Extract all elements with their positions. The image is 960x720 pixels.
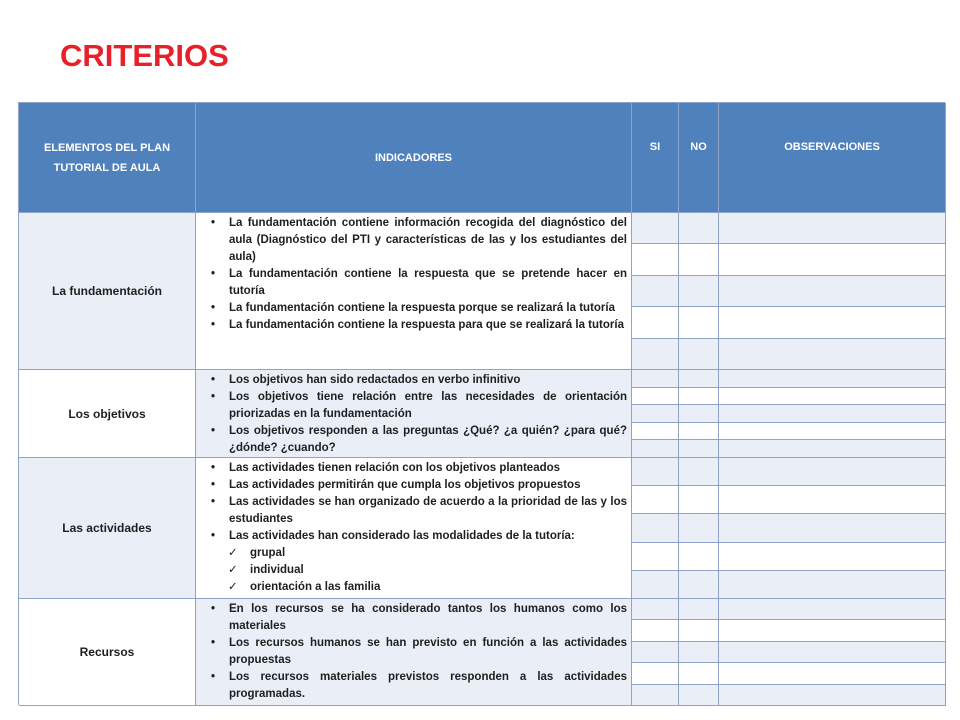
- si-cell[interactable]: [632, 571, 678, 598]
- page-title: CRITERIOS: [60, 38, 229, 73]
- no-cell[interactable]: [679, 213, 718, 244]
- obs-cells-actividades: [719, 458, 946, 599]
- si-cell[interactable]: [632, 213, 678, 244]
- obs-cell[interactable]: [719, 458, 945, 486]
- si-cell[interactable]: [632, 440, 678, 457]
- element-fundamentacion: La fundamentación: [19, 213, 196, 370]
- indicator-item: • Las actividades permitirán que cumpla los objetivos propuestos: [208, 477, 627, 494]
- obs-cell[interactable]: [719, 514, 945, 542]
- si-cell[interactable]: [632, 642, 678, 663]
- no-cell[interactable]: [679, 244, 718, 275]
- header-indicadores: INDICADORES: [196, 103, 632, 213]
- si-cell[interactable]: [632, 339, 678, 369]
- obs-cell[interactable]: [719, 685, 945, 705]
- no-cell[interactable]: [679, 423, 718, 441]
- si-cell[interactable]: [632, 388, 678, 406]
- indicator-item: • La fundamentación contiene la respuesta para que se realizará la tutoría: [208, 317, 627, 334]
- si-cell[interactable]: [632, 244, 678, 275]
- si-cell[interactable]: [632, 423, 678, 441]
- header-no: NO: [679, 103, 719, 213]
- no-cell[interactable]: [679, 620, 718, 641]
- obs-cell[interactable]: [719, 571, 945, 598]
- no-cells-actividades: [679, 458, 719, 599]
- indicator-item: • Los objetivos tiene relación entre las necesidades de orientación priorizadas en la fundamentación: [208, 389, 627, 423]
- obs-cells-objetivos: [719, 370, 946, 458]
- obs-cell[interactable]: [719, 543, 945, 571]
- obs-cell[interactable]: [719, 339, 945, 369]
- obs-cell[interactable]: [719, 405, 945, 423]
- obs-cell[interactable]: [719, 642, 945, 663]
- si-cell[interactable]: [632, 486, 678, 514]
- obs-cell[interactable]: [719, 620, 945, 641]
- header-si: SI: [632, 103, 679, 213]
- indicator-item: • Los recursos materiales previstos responden a las actividades programadas.: [208, 669, 627, 703]
- obs-cell[interactable]: [719, 370, 945, 388]
- si-cell[interactable]: [632, 543, 678, 571]
- obs-cells-recursos: [719, 599, 946, 706]
- element-actividades: Las actividades: [19, 458, 196, 599]
- indicators-objetivos: [196, 370, 632, 458]
- indicator-item: • Los objetivos han sido redactados en verbo infinitivo: [208, 372, 627, 389]
- obs-cell[interactable]: [719, 599, 945, 620]
- header-observaciones: OBSERVACIONES: [719, 103, 946, 213]
- si-cell[interactable]: [632, 307, 678, 338]
- no-cell[interactable]: [679, 663, 718, 684]
- si-cell[interactable]: [632, 458, 678, 486]
- no-cells-recursos: [679, 599, 719, 706]
- indicators-actividades: [196, 458, 632, 599]
- no-cell[interactable]: [679, 514, 718, 542]
- element-objetivos: Los objetivos: [19, 370, 196, 458]
- no-cell[interactable]: [679, 276, 718, 307]
- si-cell[interactable]: [632, 405, 678, 423]
- no-cells-objetivos: [679, 370, 719, 458]
- obs-cell[interactable]: [719, 440, 945, 457]
- obs-cell[interactable]: [719, 486, 945, 514]
- no-cells-fundamentacion: [679, 213, 719, 370]
- no-cell[interactable]: [679, 685, 718, 705]
- si-cell[interactable]: [632, 663, 678, 684]
- si-cell[interactable]: [632, 514, 678, 542]
- obs-cell[interactable]: [719, 663, 945, 684]
- no-cell[interactable]: [679, 388, 718, 406]
- indicator-item: • Las actividades tienen relación con los objetivos planteados: [208, 460, 627, 477]
- no-cell[interactable]: [679, 458, 718, 486]
- no-cell[interactable]: [679, 599, 718, 620]
- si-cell[interactable]: [632, 599, 678, 620]
- obs-cell[interactable]: [719, 213, 945, 244]
- si-cell[interactable]: [632, 370, 678, 388]
- obs-cell[interactable]: [719, 307, 945, 338]
- no-cell[interactable]: [679, 307, 718, 338]
- si-cell[interactable]: [632, 620, 678, 641]
- modality-check-item: ✓ grupal: [208, 545, 627, 562]
- no-cell[interactable]: [679, 405, 718, 423]
- modality-check-item: ✓ individual: [208, 562, 627, 579]
- indicator-item: • Los objetivos responden a las preguntas ¿Qué? ¿a quién? ¿para qué? ¿dónde? ¿cuando?: [208, 423, 627, 457]
- no-cell[interactable]: [679, 440, 718, 457]
- si-cells-objetivos: [632, 370, 679, 458]
- obs-cell[interactable]: [719, 276, 945, 307]
- indicators-recursos: [196, 599, 632, 706]
- indicator-item: • En los recursos se ha considerado tantos los humanos como los materiales: [208, 601, 627, 635]
- indicator-item: • Las actividades se han organizado de acuerdo a la prioridad de las y los estudiantes: [208, 494, 627, 528]
- obs-cell[interactable]: [719, 244, 945, 275]
- no-cell[interactable]: [679, 642, 718, 663]
- indicator-item: • Las actividades han considerado las modalidades de la tutoría:: [208, 528, 627, 545]
- no-cell[interactable]: [679, 486, 718, 514]
- header-elementos: ELEMENTOS DEL PLAN TUTORIAL DE AULA: [19, 103, 196, 213]
- si-cells-fundamentacion: [632, 213, 679, 370]
- modality-check-item: ✓ orientación a las familia: [208, 579, 627, 596]
- si-cells-recursos: [632, 599, 679, 706]
- obs-cell[interactable]: [719, 388, 945, 406]
- si-cells-actividades: [632, 458, 679, 599]
- no-cell[interactable]: [679, 543, 718, 571]
- no-cell[interactable]: [679, 339, 718, 369]
- element-recursos: Recursos: [19, 599, 196, 706]
- si-cell[interactable]: [632, 276, 678, 307]
- indicator-item: • La fundamentación contiene la respuesta porque se realizará la tutoría: [208, 300, 627, 317]
- indicator-item: • La fundamentación contiene información recogida del diagnóstico del aula (Diagnóstico del PTI y características de las y los estudiantes del aula): [208, 215, 627, 266]
- criteria-table: [18, 102, 945, 705]
- obs-cell[interactable]: [719, 423, 945, 441]
- no-cell[interactable]: [679, 370, 718, 388]
- obs-cells-fundamentacion: [719, 213, 946, 370]
- si-cell[interactable]: [632, 685, 678, 705]
- indicator-item: • Los recursos humanos se han previsto en función a las actividades propuestas: [208, 635, 627, 669]
- no-cell[interactable]: [679, 571, 718, 598]
- indicator-item: • La fundamentación contiene la respuesta que se pretende hacer en tutoría: [208, 266, 627, 300]
- indicators-fundamentacion: [196, 213, 632, 370]
